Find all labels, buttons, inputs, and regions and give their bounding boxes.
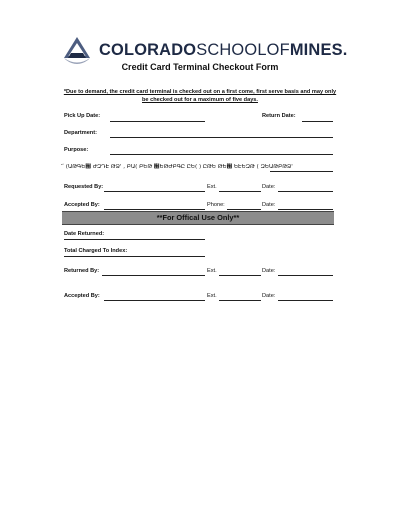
return-date-label: Return Date: [262,113,296,119]
phone-label: Phone: [207,202,225,208]
official-date-line[interactable] [278,300,333,301]
department-line[interactable] [110,137,333,138]
official-date-label: Date: [262,293,276,299]
returned-ext-line[interactable] [219,275,261,276]
date-returned-line[interactable] [64,239,205,240]
pick-up-date-line[interactable] [110,121,205,122]
official-ext-label: Ext. [207,293,217,299]
accepted-date-label: Date: [262,202,276,208]
official-use-text: **For Offical Use Only** [156,213,240,222]
returned-date-line[interactable] [278,275,333,276]
requested-ext-line[interactable] [219,191,261,192]
pick-up-date-label: Pick Up Date: [64,113,101,119]
department-label: Department: [64,130,97,136]
returned-date-label: Date: [262,268,276,274]
returned-by-label: Returned By: [64,268,100,274]
returned-by-line[interactable] [102,275,205,276]
form-title: Credit Card Terminal Checkout Form [121,62,279,72]
returned-ext-label: Ext. [207,268,217,274]
date-returned-label: Date Returned: [64,231,105,237]
official-accepted-by-label: Accepted By: [64,293,100,299]
purpose-label: Purpose: [64,147,89,153]
accepted-by-line[interactable] [104,209,205,210]
total-charged-line[interactable] [64,256,205,257]
requested-date-line[interactable] [278,191,333,192]
official-accepted-by-line[interactable] [104,300,205,301]
scrambled-field-line[interactable] [270,171,333,172]
checkout-notice: *Due to demand, the credit card terminal is checked out on a first come, first serve basis and may only be checked out for a maximum of five days. [63,89,337,103]
official-ext-line[interactable] [219,300,261,301]
total-charged-label: Total Charged To Index: [64,248,128,254]
accepted-date-line[interactable] [278,209,333,210]
return-date-line[interactable] [302,121,333,122]
official-use-banner [62,211,334,225]
requested-by-label: Requested By: [64,184,104,190]
requested-date-label: Date: [262,184,276,190]
phone-line[interactable] [227,209,261,210]
accepted-by-label: Accepted By: [64,202,100,208]
logo-wordmark: COLORADOSCHOOLOFMINES. [99,41,348,59]
purpose-line[interactable] [110,154,333,155]
scrambled-field-label: ҃ (ԱԹԳԵ԰ ԺԶԴԷ ԹՁ' , ԲԱ( ԲԵԹ ԰ԵԹԺԲԳԸ ԸԵ( ) ԸԹԵ ԹԵ԰ ԵԷԵԶԹ ( ԶԵԱԹԲԹՁ' [64,164,293,170]
requested-by-line[interactable] [104,191,205,192]
requested-ext-label: Ext. [207,184,217,190]
